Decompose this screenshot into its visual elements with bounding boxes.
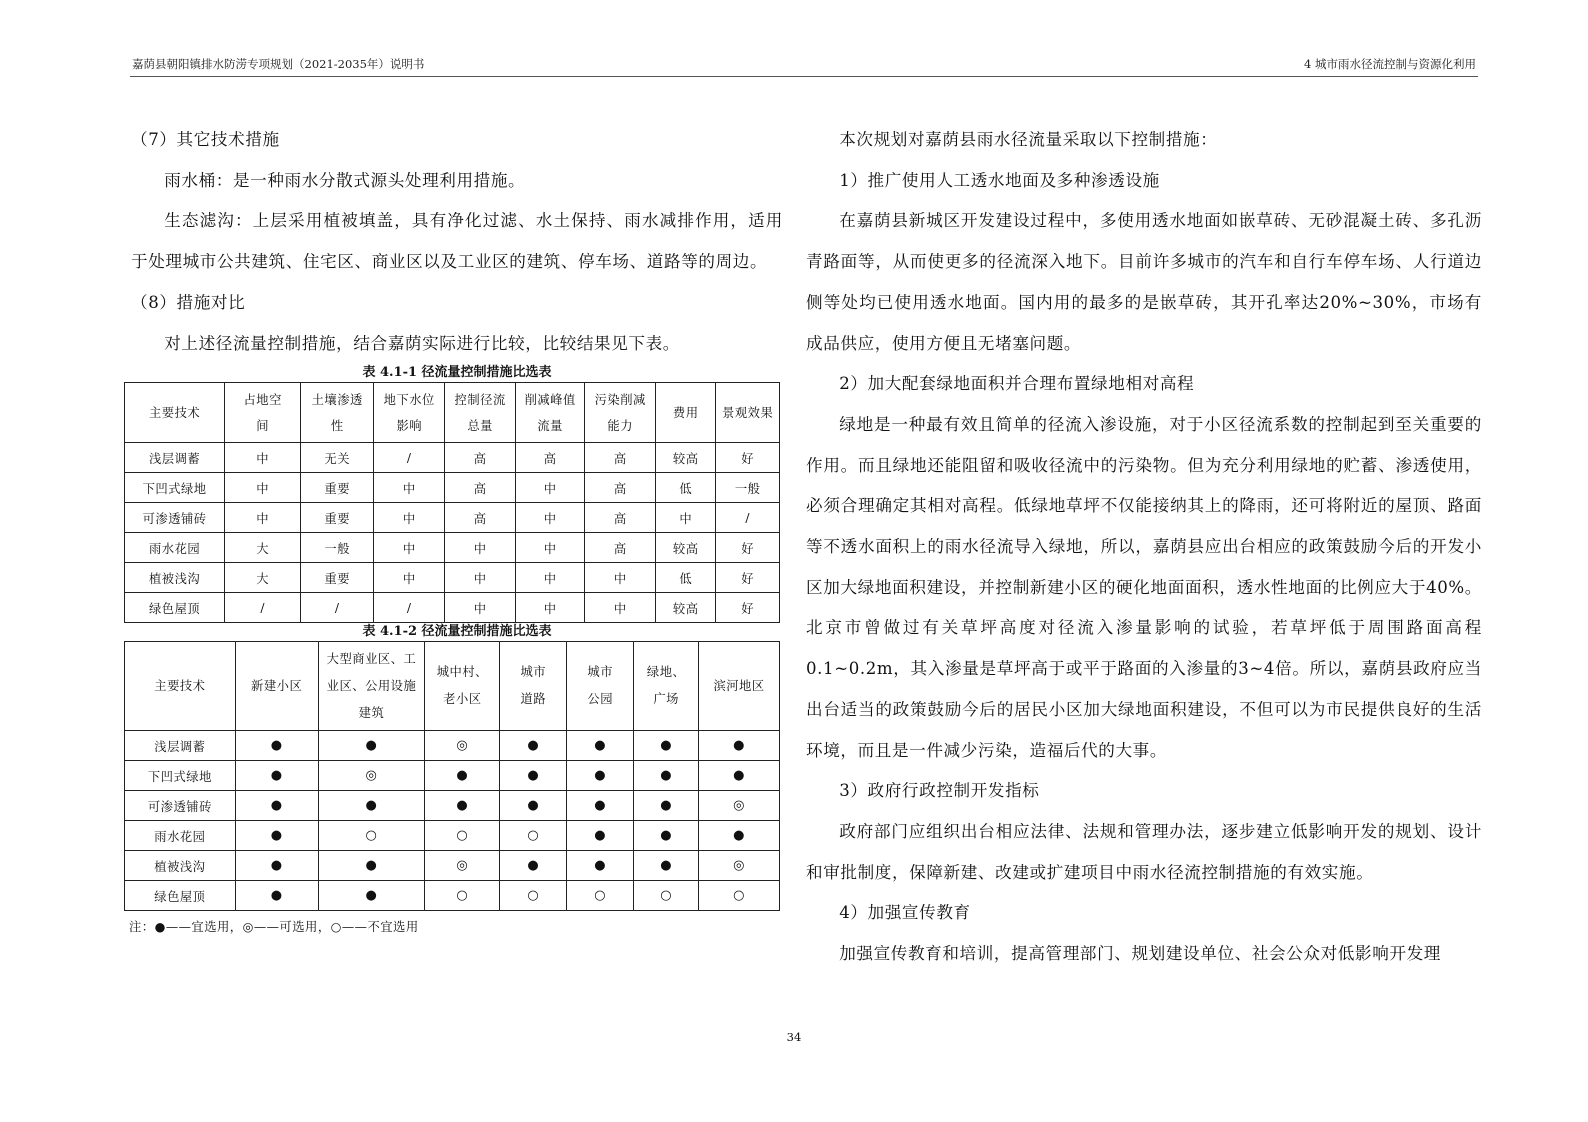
table-cell: 中	[516, 503, 585, 533]
table-cell: 高	[445, 443, 516, 473]
table2-header-cell: 绿地、广场	[634, 642, 699, 731]
table-cell: /	[716, 503, 780, 533]
suitability-mark: ◎	[699, 851, 780, 881]
table2-header-cell: 主要技术	[125, 642, 236, 731]
suitability-mark: ◎	[425, 851, 500, 881]
table-cell: 高	[585, 443, 656, 473]
suitability-mark: ●	[235, 881, 318, 911]
header-section-title: 4 城市雨水径流控制与资源化利用	[1304, 57, 1476, 71]
suitability-mark: ●	[500, 761, 567, 791]
suitability-mark: ●	[500, 731, 567, 761]
suitability-mark: ○	[567, 881, 634, 911]
table-cell: 可渗透铺砖	[125, 791, 236, 821]
suitability-mark: ●	[567, 731, 634, 761]
right-column	[806, 120, 1482, 975]
table-cell: 重要	[301, 563, 374, 593]
table-row	[125, 443, 780, 473]
table-row	[125, 503, 780, 533]
table-cell: 下凹式绿地	[125, 473, 225, 503]
paragraph-comparison-intro: 对上述径流量控制措施，结合嘉荫实际进行比较，比较结果见下表。	[164, 333, 680, 353]
suitability-mark: ●	[699, 761, 780, 791]
table-cell: 中	[516, 563, 585, 593]
table-cell: 好	[716, 533, 780, 563]
suitability-mark: ◎	[318, 761, 425, 791]
suitability-mark: ●	[235, 731, 318, 761]
suitability-mark: ○	[699, 881, 780, 911]
table1-header-cell: 污染削减能力	[585, 383, 656, 443]
suitability-mark: ◎	[699, 791, 780, 821]
table1-header-cell: 主要技术	[125, 383, 225, 443]
table-cell: /	[225, 593, 301, 623]
suitability-mark: ●	[567, 761, 634, 791]
table-cell: 中	[585, 563, 656, 593]
suitability-mark: ○	[634, 881, 699, 911]
suitability-mark: ●	[318, 791, 425, 821]
heading-government-control: 3）政府行政控制开发指标	[839, 781, 1040, 801]
table-cell: 中	[225, 503, 301, 533]
table-cell: 低	[656, 473, 716, 503]
table-cell: 高	[445, 473, 516, 503]
table-cell: 浅层调蓄	[125, 731, 236, 761]
table1-header-cell: 削减峰值流量	[516, 383, 585, 443]
heading-permeable-ground: 1）推广使用人工透水地面及多种渗透设施	[839, 170, 1160, 190]
suitability-mark: ●	[634, 791, 699, 821]
table-cell: 高	[516, 443, 585, 473]
table-cell: 植被浅沟	[125, 563, 225, 593]
table-cell: 重要	[301, 503, 374, 533]
table-cell: 下凹式绿地	[125, 761, 236, 791]
suitability-mark: ●	[235, 761, 318, 791]
suitability-mark: ●	[235, 851, 318, 881]
table-cell: 中	[656, 503, 716, 533]
suitability-mark: ○	[500, 821, 567, 851]
suitability-mark: ●	[425, 761, 500, 791]
table-row	[125, 821, 780, 851]
table1-header-cell: 土壤渗透性	[301, 383, 374, 443]
table-cell: 好	[716, 593, 780, 623]
paragraph-control-intro: 本次规划对嘉荫县雨水径流量采取以下控制措施：	[839, 130, 1218, 149]
table-cell: 绿色屋顶	[125, 593, 225, 623]
table2-header-cell: 城中村、老小区	[425, 642, 500, 731]
suitability-mark: ●	[425, 791, 500, 821]
suitability-mark: ○	[425, 821, 500, 851]
table1-header-cell: 费用	[656, 383, 716, 443]
suitability-mark: ●	[318, 851, 425, 881]
table-cell: 大	[225, 533, 301, 563]
suitability-mark: ●	[318, 881, 425, 911]
suitability-mark: ●	[634, 821, 699, 851]
suitability-mark: ●	[699, 731, 780, 761]
paragraph-rain-barrel: 雨水桶：是一种雨水分散式源头处理利用措施。	[164, 170, 526, 190]
table-cell: 重要	[301, 473, 374, 503]
table-row	[125, 761, 780, 791]
table1-caption: 表 4.1-1 径流量控制措施比选表	[362, 365, 552, 381]
table-cell: 高	[585, 503, 656, 533]
table-row	[125, 791, 780, 821]
table-row	[125, 593, 780, 623]
suitability-mark: ●	[634, 731, 699, 761]
table1-header-cell: 地下水位影响	[374, 383, 445, 443]
suitability-mark: ○	[425, 881, 500, 911]
table-cell: 好	[716, 563, 780, 593]
table1-header-row	[125, 383, 780, 443]
table1	[124, 382, 780, 623]
table-cell: 较高	[656, 533, 716, 563]
table-row	[125, 563, 780, 593]
table-cell: 较高	[656, 593, 716, 623]
table-cell: /	[374, 593, 445, 623]
header-rule	[130, 76, 1478, 77]
table-cell: 中	[445, 533, 516, 563]
table2-header-cell: 大型商业区、工业区、公用设施建筑	[318, 642, 425, 731]
table-cell: /	[301, 593, 374, 623]
suitability-mark: ○	[318, 821, 425, 851]
table2-header-cell: 城市道路	[500, 642, 567, 731]
table-cell: 中	[445, 593, 516, 623]
suitability-mark: ◎	[425, 731, 500, 761]
table1-header-cell: 控制径流总量	[445, 383, 516, 443]
paragraph-publicity-education: 加强宣传教育和培训，提高管理部门、规划建设单位、社会公众对低影响开发理	[839, 944, 1441, 964]
table-cell: 中	[374, 473, 445, 503]
header-document-title: 嘉荫县朝阳镇排水防涝专项规划（2021-2035年）说明书	[132, 57, 425, 71]
table-cell: 雨水花园	[125, 533, 225, 563]
table2-header-cell: 城市公园	[567, 642, 634, 731]
table-cell: /	[374, 443, 445, 473]
table-cell: 浅层调蓄	[125, 443, 225, 473]
table-cell: 植被浅沟	[125, 851, 236, 881]
suitability-mark: ●	[235, 821, 318, 851]
suitability-mark: ●	[567, 851, 634, 881]
suitability-mark: ●	[567, 821, 634, 851]
table-cell: 中	[516, 473, 585, 503]
table-cell: 一般	[301, 533, 374, 563]
suitability-mark: ●	[235, 791, 318, 821]
table-cell: 高	[585, 533, 656, 563]
table1-header-cell: 景观效果	[716, 383, 780, 443]
table-cell: 中	[374, 533, 445, 563]
table-cell: 雨水花园	[125, 821, 236, 851]
table2	[124, 641, 780, 911]
paragraph-permeable-ground: 在嘉荫县新城区开发建设过程中，多使用透水地面如嵌草砖、无砂混凝土砖、多孔沥青路面等，从而使更多的径流深入地下。目前许多城市的汽车和自行车停车场、人行道边侧等处均已使用透水地面。国内用的最多的是嵌草砖，其开孔率达20%~30%，市场有成品供应，使用方便且无堵塞问题。	[806, 211, 1482, 353]
suitability-mark: ●	[318, 731, 425, 761]
table-cell: 无关	[301, 443, 374, 473]
suitability-mark: ●	[500, 851, 567, 881]
table-cell: 中	[225, 443, 301, 473]
table2-header-cell: 滨河地区	[699, 642, 780, 731]
suitability-mark: ●	[634, 851, 699, 881]
table-row	[125, 851, 780, 881]
table2-legend-note: 注：●——宜选用，◎——可选用，○——不宜选用	[129, 920, 419, 935]
table-cell: 低	[656, 563, 716, 593]
table-cell: 大	[225, 563, 301, 593]
paragraph-government-control: 政府部门应组织出台相应法律、法规和管理办法，逐步建立低影响开发的规划、设计和审批制度，保障新建、改建或扩建项目中雨水径流控制措施的有效实施。	[806, 821, 1482, 882]
table2-caption: 表 4.1-2 径流量控制措施比选表	[362, 624, 552, 640]
table-cell: 好	[716, 443, 780, 473]
table-cell: 可渗透铺砖	[125, 503, 225, 533]
table-cell: 中	[585, 593, 656, 623]
table-row	[125, 731, 780, 761]
table-cell: 绿色屋顶	[125, 881, 236, 911]
suitability-mark: ○	[500, 881, 567, 911]
heading-green-space: 2）加大配套绿地面积并合理布置绿地相对高程	[839, 374, 1195, 394]
suitability-mark: ●	[634, 761, 699, 791]
table2-header-cell: 新建小区	[235, 642, 318, 731]
page-number: 34	[786, 1030, 802, 1044]
table-cell: 中	[374, 503, 445, 533]
table-cell: 中	[225, 473, 301, 503]
table-cell: 高	[585, 473, 656, 503]
table-row	[125, 473, 780, 503]
heading-other-measures: （7）其它技术措施	[131, 130, 280, 149]
table-cell: 高	[445, 503, 516, 533]
table-cell: 中	[516, 593, 585, 623]
table-cell: 中	[445, 563, 516, 593]
table1-header-cell: 占地空间	[225, 383, 301, 443]
suitability-mark: ●	[699, 821, 780, 851]
table-row	[125, 533, 780, 563]
table-cell: 中	[516, 533, 585, 563]
table-cell: 较高	[656, 443, 716, 473]
paragraph-eco-swale: 生态滤沟：上层采用植被填盖，具有净化过滤、水土保持、雨水减排作用，适用于处理城市公共建筑、住宅区、商业区以及工业区的建筑、停车场、道路等的周边。	[131, 211, 783, 272]
table-cell: 中	[374, 563, 445, 593]
left-column	[131, 120, 783, 935]
heading-publicity-education: 4）加强宣传教育	[839, 903, 971, 923]
heading-measure-comparison: （8）措施对比	[131, 292, 246, 312]
paragraph-green-space: 绿地是一种最有效且简单的径流入渗设施，对于小区径流系数的控制起到至关重要的作用。而且绿地还能阻留和吸收径流中的污染物。但为充分利用绿地的贮蓄、渗透使用，必须合理确定其相对高程。低绿地草坪不仅能接纳其上的降雨，还可将附近的屋顶、路面等不透水面积上的雨水径流导入绿地，所以，嘉荫县应出台相应的政策鼓励今后的开发小区加大绿地面积建设，并控制新建小区的硬化地面面积，透水性地面的比例应大于40%。北京市曾做过有关草坪高度对径流入渗量影响的试验，若草坪低于周围路面高程0.1~0.2m，其入渗量是草坪高于或平于路面的入渗量的3~4倍。所以，嘉荫县政府应当出台适当的政策鼓励今后的居民小区加大绿地面积建设，不但可以为市民提供良好的生活环境，而且是一件减少污染，造福后代的大事。	[806, 414, 1482, 760]
suitability-mark: ●	[500, 791, 567, 821]
table-cell: 一般	[716, 473, 780, 503]
table2-header-row	[125, 642, 780, 731]
table-row	[125, 881, 780, 911]
suitability-mark: ●	[567, 791, 634, 821]
